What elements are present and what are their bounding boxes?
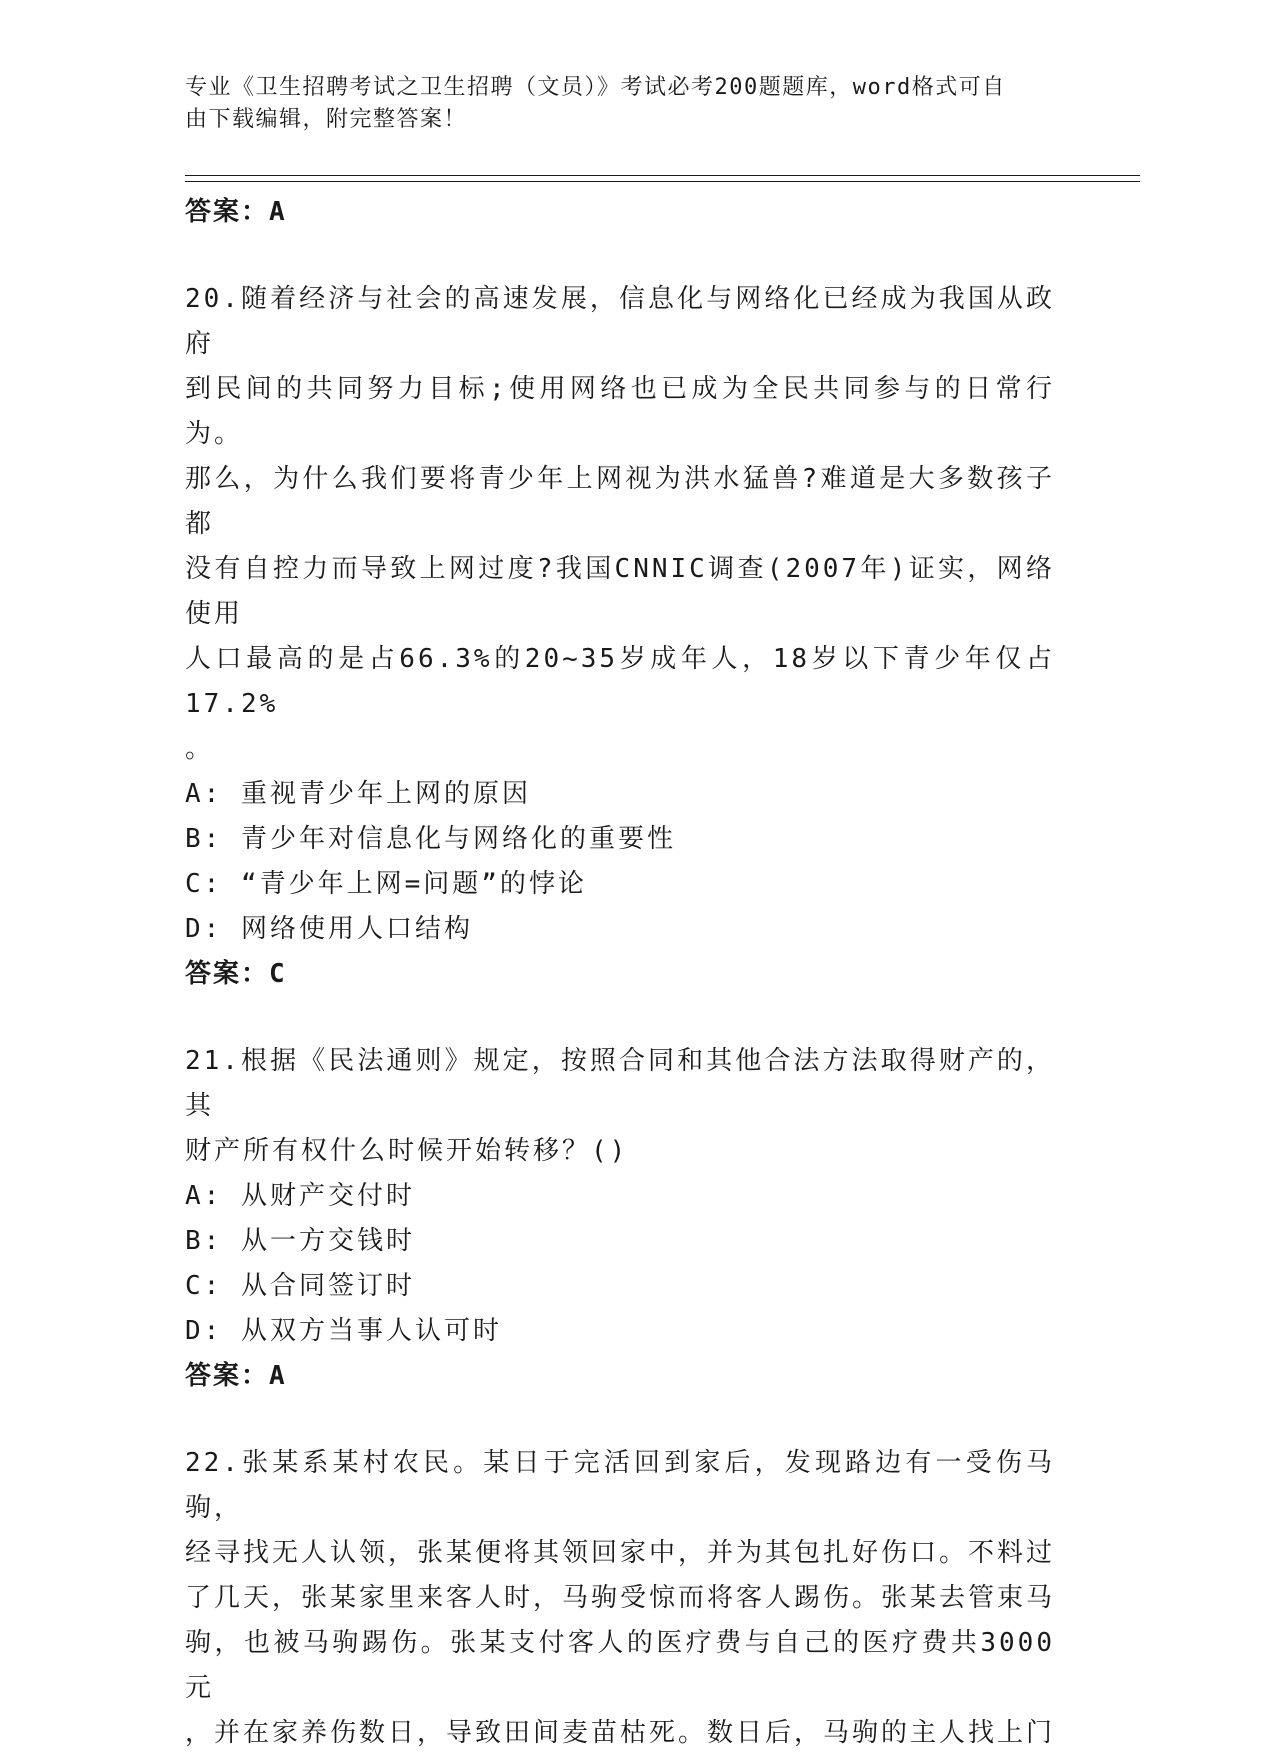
stem-line: 没有自控力而导致上网过度?我国CNNIC调查(2007年)证实，网络使用	[185, 554, 1055, 629]
spacer	[185, 1399, 1055, 1441]
header-rule-top	[185, 175, 1140, 176]
stem-line: 经寻找无人认领，张某便将其领回家中，并为其包扎好伤口。不料过	[185, 1538, 1056, 1568]
option-d: D: 网络使用人口结构	[185, 914, 473, 944]
header-line-2: 由下载编辑，附完整答案！	[185, 107, 468, 132]
question-21	[185, 1039, 1055, 1399]
stem-line: ，并在家养伤数日，导致田间麦苗枯死。数日后，马驹的主人找上门	[185, 1718, 1056, 1748]
previous-answer: 答案：A	[185, 197, 287, 227]
spacer	[185, 235, 1055, 277]
stem-line: 到民间的共同努力目标;使用网络也已成为全民共同参与的日常行为。	[185, 374, 1055, 449]
spacer	[185, 997, 1055, 1039]
stem-line: 21.根据《民法通则》规定，按照合同和其他合法方法取得财产的，其	[185, 1046, 1055, 1121]
stem-line: 财产所有权什么时候开始转移？()	[185, 1136, 629, 1166]
answer: 答案：A	[185, 1361, 287, 1391]
stem-line: 了几天，张某家里来客人时，马驹受惊而将客人踢伤。张某去管束马	[185, 1583, 1056, 1613]
answer: 答案：C	[185, 959, 287, 989]
stem-line: 22.张某系某村农民。某日于完活回到家后，发现路边有一受伤马驹，	[185, 1448, 1055, 1523]
stem-line: 。	[185, 734, 215, 764]
header-line-1: 专业《卫生招聘考试之卫生招聘（文员）》考试必考200题题库，word格式可自	[185, 75, 1006, 100]
page-header	[185, 72, 1065, 136]
option-b: B: 青少年对信息化与网络化的重要性	[185, 824, 676, 854]
option-a: A: 重视青少年上网的原因	[185, 779, 531, 809]
document-body	[185, 190, 1055, 1756]
question-22	[185, 1441, 1055, 1756]
header-rule-bottom	[185, 181, 1140, 182]
stem-line: 20.随着经济与社会的高速发展，信息化与网络化已经成为我国从政府	[185, 284, 1055, 359]
option-c: C: “青少年上网=问题”的悖论	[185, 869, 587, 899]
question-stem	[185, 1039, 1055, 1174]
stem-line: 那么，为什么我们要将青少年上网视为洪水猛兽?难道是大多数孩子都	[185, 464, 1055, 539]
question-20	[185, 277, 1055, 997]
option-a: A: 从财产交付时	[185, 1181, 415, 1211]
question-stem	[185, 277, 1055, 772]
option-c: C: 从合同签订时	[185, 1271, 415, 1301]
option-d: D: 从双方当事人认可时	[185, 1316, 502, 1346]
option-b: B: 从一方交钱时	[185, 1226, 415, 1256]
stem-line: 人口最高的是占66.3%的20~35岁成年人，18岁以下青少年仅占17.2%	[185, 644, 1055, 719]
question-stem	[185, 1441, 1055, 1756]
stem-line: 驹，也被马驹踢伤。张某支付客人的医疗费与自己的医疗费共3000元	[185, 1628, 1055, 1703]
